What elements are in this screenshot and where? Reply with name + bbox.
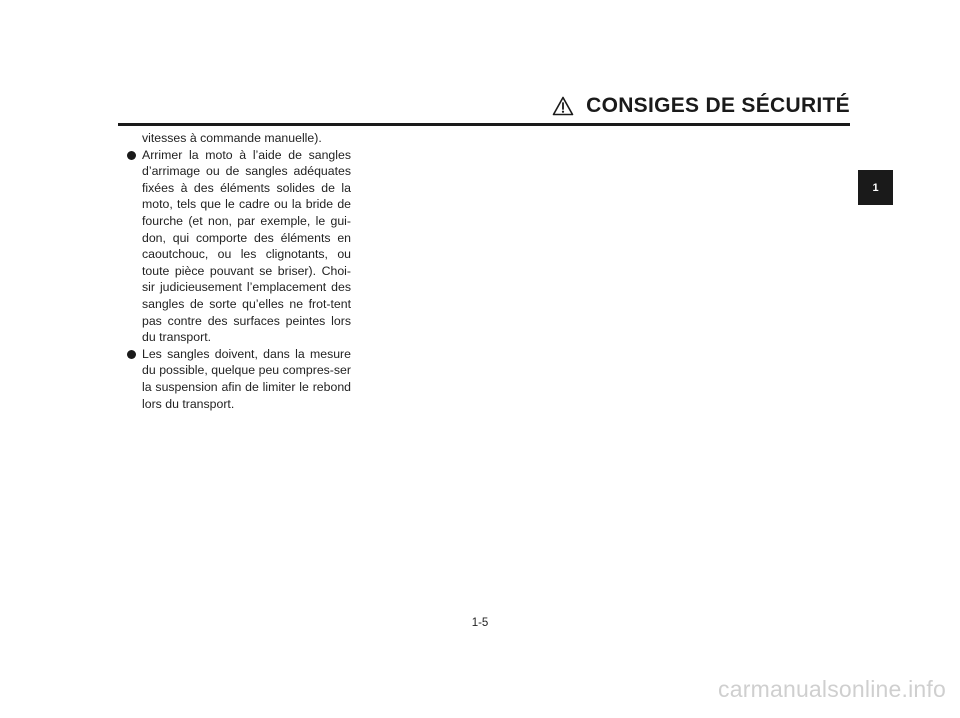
section-header — [534, 90, 850, 122]
page-number: 1-5 — [471, 617, 489, 629]
chapter-tab: 1 — [858, 170, 893, 205]
watermark: carmanualsonline.info — [718, 676, 946, 702]
header-rule — [118, 123, 850, 126]
section-title: CONSIGES DE SÉCURITÉ — [586, 94, 850, 117]
bullet-dot-icon — [127, 151, 136, 160]
bullet-item — [126, 147, 351, 346]
warning-triangle-icon — [552, 96, 574, 116]
bullet-item — [126, 346, 351, 412]
body-text — [126, 130, 351, 412]
bullet-text: Les sangles doivent, dans la mesure du possible, quelque peu compres-ser la suspension afin de limiter le rebond lors du transport. — [142, 346, 351, 411]
bullet-dot-icon — [127, 350, 136, 359]
continuation-text: vitesses à commande manuelle). — [142, 131, 322, 145]
bullet-text: Arrimer la moto à l’aide de sangles d’arrimage ou de sangles adéquates fixées à des éléments solides de la moto, tels que le cadre ou la bride de fourche (et non, par exemple, le gui-don, qui comporte des éléments en caoutchouc, ou les clignotants, ou toute pièce pouvant se briser). Choi-sir judicieusement l’emplacement des sangles de sorte qu’elles ne frot-tent pas contre des surfaces peintes lors du transport. — [142, 147, 351, 345]
